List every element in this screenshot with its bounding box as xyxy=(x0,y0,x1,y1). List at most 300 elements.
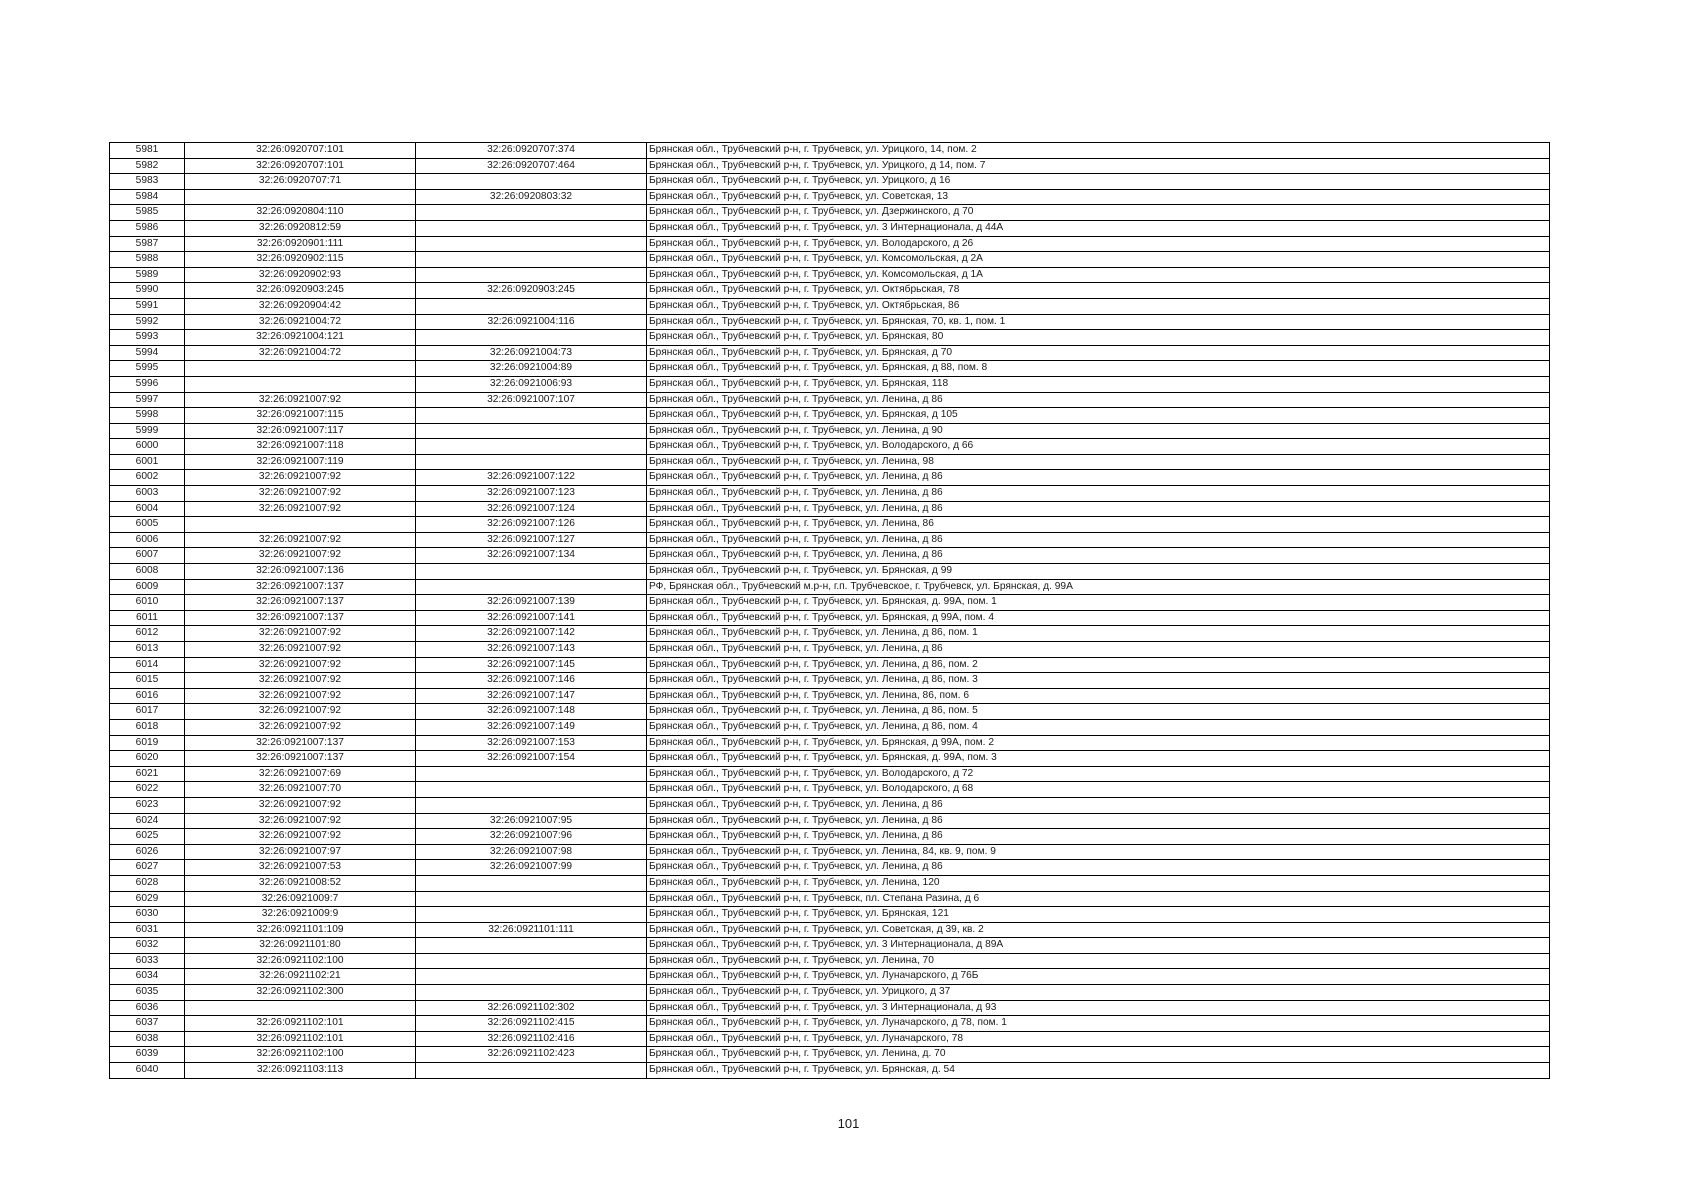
row-number: 5998 xyxy=(110,408,185,424)
table-row xyxy=(110,1031,1550,1047)
table-row xyxy=(110,985,1550,1001)
cadastral-number-parent: 32:26:0921102:101 xyxy=(185,1016,416,1032)
table-row xyxy=(110,642,1550,658)
cadastral-number-parent: 32:26:0921102:100 xyxy=(185,953,416,969)
cadastral-number-parent: 32:26:0921101:109 xyxy=(185,922,416,938)
table-row xyxy=(110,501,1550,517)
cadastral-number-object: 32:26:0921007:147 xyxy=(416,688,647,704)
table-row xyxy=(110,719,1550,735)
cadastral-number-parent: 32:26:0921007:117 xyxy=(185,423,416,439)
row-number: 6005 xyxy=(110,517,185,533)
table-row xyxy=(110,439,1550,455)
cadastral-number-object xyxy=(416,782,647,798)
address-cell: Брянская обл., Трубчевский р-н, г. Трубчевск, ул. Брянская, д. 99А, пом. 3 xyxy=(647,751,1550,767)
cadastral-number-object: 32:26:0921007:143 xyxy=(416,642,647,658)
address-cell: Брянская обл., Трубчевский р-н, г. Трубчевск, ул. Ленина, д 86 xyxy=(647,392,1550,408)
cadastral-number-object: 32:26:0921007:122 xyxy=(416,470,647,486)
row-number: 6028 xyxy=(110,875,185,891)
cadastral-number-object: 32:26:0921007:139 xyxy=(416,595,647,611)
cadastral-number-object xyxy=(416,766,647,782)
cadastral-number-parent xyxy=(185,517,416,533)
address-cell: Брянская обл., Трубчевский р-н, г. Трубчевск, ул. Ленина, д 86 xyxy=(647,829,1550,845)
address-cell: Брянская обл., Трубчевский р-н, г. Трубчевск, ул. Володарского, д 66 xyxy=(647,439,1550,455)
address-cell: Брянская обл., Трубчевский р-н, г. Трубчевск, ул. Ленина, д 86 xyxy=(647,860,1550,876)
address-cell: Брянская обл., Трубчевский р-н, г. Трубчевск, ул. Ленина, д 86 xyxy=(647,548,1550,564)
cadastral-number-object xyxy=(416,439,647,455)
cadastral-number-parent: 32:26:0920812:59 xyxy=(185,220,416,236)
cadastral-number-parent: 32:26:0921103:113 xyxy=(185,1063,416,1079)
table-row xyxy=(110,626,1550,642)
row-number: 6026 xyxy=(110,844,185,860)
row-number: 5997 xyxy=(110,392,185,408)
cadastral-number-object: 32:26:0921007:99 xyxy=(416,860,647,876)
row-number: 6029 xyxy=(110,891,185,907)
table-row xyxy=(110,813,1550,829)
address-cell: Брянская обл., Трубчевский р-н, г. Трубчевск, ул. Ленина, д 86 xyxy=(647,470,1550,486)
address-cell: Брянская обл., Трубчевский р-н, г. Трубчевск, ул. Ленина, д 86, пом. 4 xyxy=(647,719,1550,735)
cadastral-number-object: 32:26:0920903:245 xyxy=(416,283,647,299)
cadastral-number-object xyxy=(416,298,647,314)
row-number: 5995 xyxy=(110,361,185,377)
cadastral-number-object xyxy=(416,220,647,236)
cadastral-number-parent: 32:26:0920901:111 xyxy=(185,236,416,252)
row-number: 6025 xyxy=(110,829,185,845)
address-cell: Брянская обл., Трубчевский р-н, г. Трубчевск, ул. Урицкого, д 14, пом. 7 xyxy=(647,158,1550,174)
cadastral-number-object: 32:26:0921007:126 xyxy=(416,517,647,533)
cadastral-number-object: 32:26:0921007:127 xyxy=(416,532,647,548)
table-row xyxy=(110,283,1550,299)
cadastral-number-parent: 32:26:0921007:69 xyxy=(185,766,416,782)
table-row xyxy=(110,735,1550,751)
cadastral-number-parent: 32:26:0921007:70 xyxy=(185,782,416,798)
row-number: 6038 xyxy=(110,1031,185,1047)
cadastral-number-object xyxy=(416,454,647,470)
address-cell: Брянская обл., Трубчевский р-н, г. Трубчевск, ул. 3 Интернационала, д 89А xyxy=(647,938,1550,954)
address-cell: Брянская обл., Трубчевский р-н, г. Трубчевск, ул. Октябрьская, 86 xyxy=(647,298,1550,314)
cadastral-number-object: 32:26:0921101:111 xyxy=(416,922,647,938)
address-cell: Брянская обл., Трубчевский р-н, г. Трубчевск, ул. Ленина, д 86 xyxy=(647,813,1550,829)
row-number: 6002 xyxy=(110,470,185,486)
address-cell: Брянская обл., Трубчевский р-н, г. Трубчевск, ул. Брянская, д 88, пом. 8 xyxy=(647,361,1550,377)
cadastral-number-parent xyxy=(185,189,416,205)
cadastral-number-parent: 32:26:0921101:80 xyxy=(185,938,416,954)
address-cell: Брянская обл., Трубчевский р-н, г. Трубчевск, ул. Ленина, 84, кв. 9, пом. 9 xyxy=(647,844,1550,860)
address-cell: Брянская обл., Трубчевский р-н, г. Трубчевск, ул. Ленина, д 90 xyxy=(647,423,1550,439)
cadastral-number-parent: 32:26:0921102:100 xyxy=(185,1047,416,1063)
address-cell: Брянская обл., Трубчевский р-н, г. Трубчевск, ул. Брянская, д 105 xyxy=(647,408,1550,424)
table-row xyxy=(110,298,1550,314)
table-row xyxy=(110,517,1550,533)
cadastral-number-object xyxy=(416,891,647,907)
table-row xyxy=(110,782,1550,798)
table-row xyxy=(110,532,1550,548)
row-number: 6032 xyxy=(110,938,185,954)
address-cell: Брянская обл., Трубчевский р-н, г. Трубчевск, ул. Брянская, д 99 xyxy=(647,564,1550,580)
table-row xyxy=(110,907,1550,923)
row-number: 6016 xyxy=(110,688,185,704)
table-row xyxy=(110,891,1550,907)
table-row xyxy=(110,657,1550,673)
table-row xyxy=(110,361,1550,377)
row-number: 6001 xyxy=(110,454,185,470)
cadastral-number-object xyxy=(416,423,647,439)
cadastral-number-object xyxy=(416,579,647,595)
cadastral-number-object: 32:26:0921007:145 xyxy=(416,657,647,673)
cadastral-number-parent: 32:26:0921007:92 xyxy=(185,548,416,564)
table-row xyxy=(110,267,1550,283)
address-cell: Брянская обл., Трубчевский р-н, г. Трубчевск, ул. Ленина, д 86 xyxy=(647,797,1550,813)
cadastral-number-parent: 32:26:0920707:71 xyxy=(185,174,416,190)
row-number: 5996 xyxy=(110,376,185,392)
cadastral-number-parent: 32:26:0921007:92 xyxy=(185,626,416,642)
table-row xyxy=(110,220,1550,236)
table-row xyxy=(110,938,1550,954)
cadastral-number-parent: 32:26:0921007:92 xyxy=(185,470,416,486)
table-row xyxy=(110,454,1550,470)
cadastral-number-object: 32:26:0921007:96 xyxy=(416,829,647,845)
cadastral-number-parent: 32:26:0920902:93 xyxy=(185,267,416,283)
cadastral-number-object: 32:26:0920803:32 xyxy=(416,189,647,205)
address-cell: Брянская обл., Трубчевский р-н, г. Трубчевск, ул. Ленина, 86 xyxy=(647,517,1550,533)
table-row xyxy=(110,408,1550,424)
cadastral-number-object: 32:26:0921006:93 xyxy=(416,376,647,392)
table-row xyxy=(110,314,1550,330)
cadastral-number-object: 32:26:0921004:116 xyxy=(416,314,647,330)
cadastral-number-parent: 32:26:0921007:92 xyxy=(185,501,416,517)
address-cell: Брянская обл., Трубчевский р-н, г. Трубчевск, ул. Луначарского, 78 xyxy=(647,1031,1550,1047)
cadastral-number-parent: 32:26:0921007:92 xyxy=(185,719,416,735)
row-number: 5988 xyxy=(110,252,185,268)
cadastral-number-parent: 32:26:0920707:101 xyxy=(185,158,416,174)
table-row xyxy=(110,486,1550,502)
cadastral-number-object: 32:26:0921007:123 xyxy=(416,486,647,502)
table-row xyxy=(110,673,1550,689)
cadastral-number-object: 32:26:0921007:134 xyxy=(416,548,647,564)
row-number: 6006 xyxy=(110,532,185,548)
document-sheet xyxy=(109,142,1549,1079)
cadastral-number-parent: 32:26:0921007:92 xyxy=(185,797,416,813)
cadastral-number-object: 32:26:0921007:124 xyxy=(416,501,647,517)
address-cell: Брянская обл., Трубчевский р-н, г. Трубчевск, ул. Ленина, д 86, пом. 2 xyxy=(647,657,1550,673)
cadastral-number-parent: 32:26:0920902:115 xyxy=(185,252,416,268)
cadastral-number-object: 32:26:0921102:415 xyxy=(416,1016,647,1032)
address-cell: Брянская обл., Трубчевский р-н, г. Трубчевск, пл. Степана Разина, д 6 xyxy=(647,891,1550,907)
address-cell: Брянская обл., Трубчевский р-н, г. Трубчевск, ул. Урицкого, д 37 xyxy=(647,985,1550,1001)
table-row xyxy=(110,595,1550,611)
cadastral-number-object: 32:26:0921007:141 xyxy=(416,610,647,626)
page-number: 101 xyxy=(837,1116,860,1131)
cadastral-number-object: 32:26:0921007:95 xyxy=(416,813,647,829)
cadastral-number-object: 32:26:0921102:416 xyxy=(416,1031,647,1047)
address-cell: Брянская обл., Трубчевский р-н, г. Трубчевск, ул. Брянская, д 99А, пом. 4 xyxy=(647,610,1550,626)
address-cell: Брянская обл., Трубчевский р-н, г. Трубчевск, ул. Комсомольская, д 1А xyxy=(647,267,1550,283)
table-row xyxy=(110,1047,1550,1063)
row-number: 6004 xyxy=(110,501,185,517)
table-row xyxy=(110,392,1550,408)
row-number: 6008 xyxy=(110,564,185,580)
cadastral-number-parent: 32:26:0921007:137 xyxy=(185,735,416,751)
cadastral-number-object xyxy=(416,797,647,813)
row-number: 5981 xyxy=(110,143,185,159)
row-number: 6013 xyxy=(110,642,185,658)
row-number: 6023 xyxy=(110,797,185,813)
row-number: 6037 xyxy=(110,1016,185,1032)
cadastral-number-parent: 32:26:0921007:136 xyxy=(185,564,416,580)
cadastral-number-parent: 32:26:0921009:7 xyxy=(185,891,416,907)
address-cell: Брянская обл., Трубчевский р-н, г. Трубчевск, ул. Советская, д 39, кв. 2 xyxy=(647,922,1550,938)
cadastral-number-object xyxy=(416,252,647,268)
address-cell: Брянская обл., Трубчевский р-н, г. Трубчевск, ул. Володарского, д 72 xyxy=(647,766,1550,782)
cadastral-number-parent: 32:26:0920707:101 xyxy=(185,143,416,159)
table-row xyxy=(110,345,1550,361)
table-row xyxy=(110,376,1550,392)
table-row xyxy=(110,470,1550,486)
cadastral-number-parent: 32:26:0921007:92 xyxy=(185,532,416,548)
row-number: 6017 xyxy=(110,704,185,720)
address-cell: Брянская обл., Трубчевский р-н, г. Трубчевск, ул. Брянская, д. 99А, пом. 1 xyxy=(647,595,1550,611)
cadastral-number-parent: 32:26:0921007:53 xyxy=(185,860,416,876)
address-cell: Брянская обл., Трубчевский р-н, г. Трубчевск, ул. Ленина, д 86, пом. 5 xyxy=(647,704,1550,720)
cadastral-number-object: 32:26:0921102:302 xyxy=(416,1000,647,1016)
table-row xyxy=(110,330,1550,346)
address-cell: Брянская обл., Трубчевский р-н, г. Трубчевск, ул. Октябрьская, 78 xyxy=(647,283,1550,299)
table-row xyxy=(110,423,1550,439)
cadastral-number-object xyxy=(416,408,647,424)
table-row xyxy=(110,953,1550,969)
cadastral-number-parent: 32:26:0921007:118 xyxy=(185,439,416,455)
row-number: 5982 xyxy=(110,158,185,174)
cadastral-number-object: 32:26:0920707:374 xyxy=(416,143,647,159)
row-number: 5993 xyxy=(110,330,185,346)
address-cell: Брянская обл., Трубчевский р-н, г. Трубчевск, ул. Ленина, д 86 xyxy=(647,501,1550,517)
cadastral-number-parent: 32:26:0921007:92 xyxy=(185,486,416,502)
cadastral-number-parent: 32:26:0921007:119 xyxy=(185,454,416,470)
cadastral-number-parent: 32:26:0921004:72 xyxy=(185,314,416,330)
table-row xyxy=(110,797,1550,813)
table-row xyxy=(110,969,1550,985)
row-number: 6009 xyxy=(110,579,185,595)
cadastral-number-object: 32:26:0921004:73 xyxy=(416,345,647,361)
row-number: 6022 xyxy=(110,782,185,798)
address-cell: Брянская обл., Трубчевский р-н, г. Трубчевск, ул. Луначарского, д 76Б xyxy=(647,969,1550,985)
table-row xyxy=(110,236,1550,252)
cadastral-number-object: 32:26:0921007:142 xyxy=(416,626,647,642)
address-cell: Брянская обл., Трубчевский р-н, г. Трубчевск, ул. Дзержинского, д 70 xyxy=(647,205,1550,221)
table-row xyxy=(110,174,1550,190)
row-number: 6030 xyxy=(110,907,185,923)
address-cell: Брянская обл., Трубчевский р-н, г. Трубчевск, ул. Ленина, 70 xyxy=(647,953,1550,969)
cadastral-number-object xyxy=(416,907,647,923)
table-row xyxy=(110,844,1550,860)
table-row xyxy=(110,205,1550,221)
row-number: 5985 xyxy=(110,205,185,221)
cadastral-number-parent: 32:26:0921007:137 xyxy=(185,751,416,767)
cadastral-number-object xyxy=(416,969,647,985)
cadastral-number-object: 32:26:0921007:148 xyxy=(416,704,647,720)
cadastral-number-object xyxy=(416,205,647,221)
table-row xyxy=(110,548,1550,564)
cadastral-number-parent: 32:26:0920804:110 xyxy=(185,205,416,221)
cadastral-number-object: 32:26:0921007:107 xyxy=(416,392,647,408)
cadastral-number-parent: 32:26:0921007:115 xyxy=(185,408,416,424)
cadastral-number-object: 32:26:0921007:154 xyxy=(416,751,647,767)
row-number: 6033 xyxy=(110,953,185,969)
cadastral-number-object: 32:26:0921004:89 xyxy=(416,361,647,377)
row-number: 5984 xyxy=(110,189,185,205)
address-cell: Брянская обл., Трубчевский р-н, г. Трубчевск, ул. Луначарского, д 78, пом. 1 xyxy=(647,1016,1550,1032)
address-cell: Брянская обл., Трубчевский р-н, г. Трубчевск, ул. Ленина, д 86, пом. 1 xyxy=(647,626,1550,642)
address-cell: Брянская обл., Трубчевский р-н, г. Трубчевск, ул. Ленина, д 86, пом. 3 xyxy=(647,673,1550,689)
cadastral-number-object xyxy=(416,875,647,891)
row-number: 5999 xyxy=(110,423,185,439)
row-number: 5994 xyxy=(110,345,185,361)
row-number: 5992 xyxy=(110,314,185,330)
cadastral-number-parent: 32:26:0921004:121 xyxy=(185,330,416,346)
table-row xyxy=(110,1000,1550,1016)
address-cell: РФ, Брянская обл., Трубчевский м.р-н, г.п. Трубчевское, г. Трубчевск, ул. Брянская, д. 99А xyxy=(647,579,1550,595)
table-row xyxy=(110,579,1550,595)
address-cell: Брянская обл., Трубчевский р-н, г. Трубчевск, ул. Брянская, 121 xyxy=(647,907,1550,923)
row-number: 6003 xyxy=(110,486,185,502)
cadastral-number-object: 32:26:0921007:149 xyxy=(416,719,647,735)
address-cell: Брянская обл., Трубчевский р-н, г. Трубчевск, ул. Володарского, д 26 xyxy=(647,236,1550,252)
cadastral-number-parent xyxy=(185,361,416,377)
table-row xyxy=(110,1016,1550,1032)
cadastral-number-parent: 32:26:0921102:21 xyxy=(185,969,416,985)
address-cell: Брянская обл., Трубчевский р-н, г. Трубчевск, ул. Брянская, 70, кв. 1, пом. 1 xyxy=(647,314,1550,330)
address-cell: Брянская обл., Трубчевский р-н, г. Трубчевск, ул. Ленина, д 86 xyxy=(647,486,1550,502)
row-number: 6039 xyxy=(110,1047,185,1063)
row-number: 6019 xyxy=(110,735,185,751)
row-number: 6027 xyxy=(110,860,185,876)
table-row xyxy=(110,564,1550,580)
cadastral-number-parent: 32:26:0921007:92 xyxy=(185,392,416,408)
row-number: 6040 xyxy=(110,1063,185,1079)
address-cell: Брянская обл., Трубчевский р-н, г. Трубчевск, ул. Володарского, д 68 xyxy=(647,782,1550,798)
address-cell: Брянская обл., Трубчевский р-н, г. Трубчевск, ул. Советская, 13 xyxy=(647,189,1550,205)
row-number: 6031 xyxy=(110,922,185,938)
cadastral-number-parent: 32:26:0921008:52 xyxy=(185,875,416,891)
address-cell: Брянская обл., Трубчевский р-н, г. Трубчевск, ул. Брянская, 80 xyxy=(647,330,1550,346)
cadastral-number-parent: 32:26:0921007:137 xyxy=(185,610,416,626)
address-cell: Брянская обл., Трубчевский р-н, г. Трубчевск, ул. Комсомольская, д 2А xyxy=(647,252,1550,268)
cadastral-number-object: 32:26:0921007:146 xyxy=(416,673,647,689)
row-number: 6024 xyxy=(110,813,185,829)
cadastral-number-object: 32:26:0921007:98 xyxy=(416,844,647,860)
table-row xyxy=(110,860,1550,876)
row-number: 6011 xyxy=(110,610,185,626)
cadastral-number-object xyxy=(416,1063,647,1079)
row-number: 6020 xyxy=(110,751,185,767)
cadastral-number-parent: 32:26:0921007:92 xyxy=(185,704,416,720)
table-row xyxy=(110,610,1550,626)
address-cell: Брянская обл., Трубчевский р-н, г. Трубчевск, ул. Урицкого, 14, пом. 2 xyxy=(647,143,1550,159)
row-number: 5990 xyxy=(110,283,185,299)
table-row xyxy=(110,875,1550,891)
row-number: 6035 xyxy=(110,985,185,1001)
row-number: 6036 xyxy=(110,1000,185,1016)
cadastral-number-object: 32:26:0920707:464 xyxy=(416,158,647,174)
cadastral-number-object: 32:26:0921102:423 xyxy=(416,1047,647,1063)
row-number: 6000 xyxy=(110,439,185,455)
address-cell: Брянская обл., Трубчевский р-н, г. Трубчевск, ул. Ленина, 120 xyxy=(647,875,1550,891)
cadastral-number-parent: 32:26:0920904:42 xyxy=(185,298,416,314)
address-cell: Брянская обл., Трубчевский р-н, г. Трубчевск, ул. 3 Интернационала, д 93 xyxy=(647,1000,1550,1016)
table-row xyxy=(110,751,1550,767)
cadastral-number-object xyxy=(416,330,647,346)
row-number: 6007 xyxy=(110,548,185,564)
cadastral-number-object xyxy=(416,174,647,190)
row-number: 6014 xyxy=(110,657,185,673)
row-number: 6012 xyxy=(110,626,185,642)
address-cell: Брянская обл., Трубчевский р-н, г. Трубчевск, ул. Брянская, 118 xyxy=(647,376,1550,392)
address-cell: Брянская обл., Трубчевский р-н, г. Трубчевск, ул. 3 Интернационала, д 44А xyxy=(647,220,1550,236)
cadastral-number-object xyxy=(416,564,647,580)
cadastral-number-parent: 32:26:0921007:137 xyxy=(185,595,416,611)
cadastral-number-parent: 32:26:0921007:97 xyxy=(185,844,416,860)
cadastral-number-parent: 32:26:0921007:92 xyxy=(185,813,416,829)
cadastral-number-object: 32:26:0921007:153 xyxy=(416,735,647,751)
row-number: 5989 xyxy=(110,267,185,283)
cadastral-number-parent: 32:26:0921102:300 xyxy=(185,985,416,1001)
row-number: 6034 xyxy=(110,969,185,985)
address-cell: Брянская обл., Трубчевский р-н, г. Трубчевск, ул. Урицкого, д 16 xyxy=(647,174,1550,190)
cadastral-number-object xyxy=(416,267,647,283)
row-number: 5986 xyxy=(110,220,185,236)
table-row xyxy=(110,158,1550,174)
cadastral-number-parent: 32:26:0921007:92 xyxy=(185,829,416,845)
address-cell: Брянская обл., Трубчевский р-н, г. Трубчевск, ул. Ленина, 86, пом. 6 xyxy=(647,688,1550,704)
address-cell: Брянская обл., Трубчевский р-н, г. Трубчевск, ул. Ленина, 98 xyxy=(647,454,1550,470)
row-number: 6010 xyxy=(110,595,185,611)
cadastral-number-parent: 32:26:0920903:245 xyxy=(185,283,416,299)
row-number: 6021 xyxy=(110,766,185,782)
row-number: 5991 xyxy=(110,298,185,314)
cadastral-number-parent: 32:26:0921004:72 xyxy=(185,345,416,361)
table-row xyxy=(110,1063,1550,1079)
cadastral-number-parent: 32:26:0921007:92 xyxy=(185,673,416,689)
row-number: 6015 xyxy=(110,673,185,689)
table-row xyxy=(110,704,1550,720)
registry-table xyxy=(109,142,1550,1079)
row-number: 5983 xyxy=(110,174,185,190)
row-number: 5987 xyxy=(110,236,185,252)
cadastral-number-object xyxy=(416,985,647,1001)
cadastral-number-parent xyxy=(185,1000,416,1016)
table-row xyxy=(110,766,1550,782)
cadastral-number-object xyxy=(416,938,647,954)
cadastral-number-parent xyxy=(185,376,416,392)
cadastral-number-parent: 32:26:0921007:92 xyxy=(185,688,416,704)
table-row xyxy=(110,688,1550,704)
cadastral-number-parent: 32:26:0921007:92 xyxy=(185,642,416,658)
cadastral-number-parent: 32:26:0921007:92 xyxy=(185,657,416,673)
cadastral-number-object xyxy=(416,236,647,252)
table-row xyxy=(110,252,1550,268)
address-cell: Брянская обл., Трубчевский р-н, г. Трубчевск, ул. Ленина, д. 70 xyxy=(647,1047,1550,1063)
table-row xyxy=(110,829,1550,845)
cadastral-number-parent: 32:26:0921102:101 xyxy=(185,1031,416,1047)
cadastral-number-parent: 32:26:0921009:9 xyxy=(185,907,416,923)
address-cell: Брянская обл., Трубчевский р-н, г. Трубчевск, ул. Брянская, д 70 xyxy=(647,345,1550,361)
address-cell: Брянская обл., Трубчевский р-н, г. Трубчевск, ул. Брянская, д. 54 xyxy=(647,1063,1550,1079)
cadastral-number-object xyxy=(416,953,647,969)
row-number: 6018 xyxy=(110,719,185,735)
address-cell: Брянская обл., Трубчевский р-н, г. Трубчевск, ул. Брянская, д 99А, пом. 2 xyxy=(647,735,1550,751)
address-cell: Брянская обл., Трубчевский р-н, г. Трубчевск, ул. Ленина, д 86 xyxy=(647,642,1550,658)
cadastral-number-parent: 32:26:0921007:137 xyxy=(185,579,416,595)
table-row xyxy=(110,922,1550,938)
